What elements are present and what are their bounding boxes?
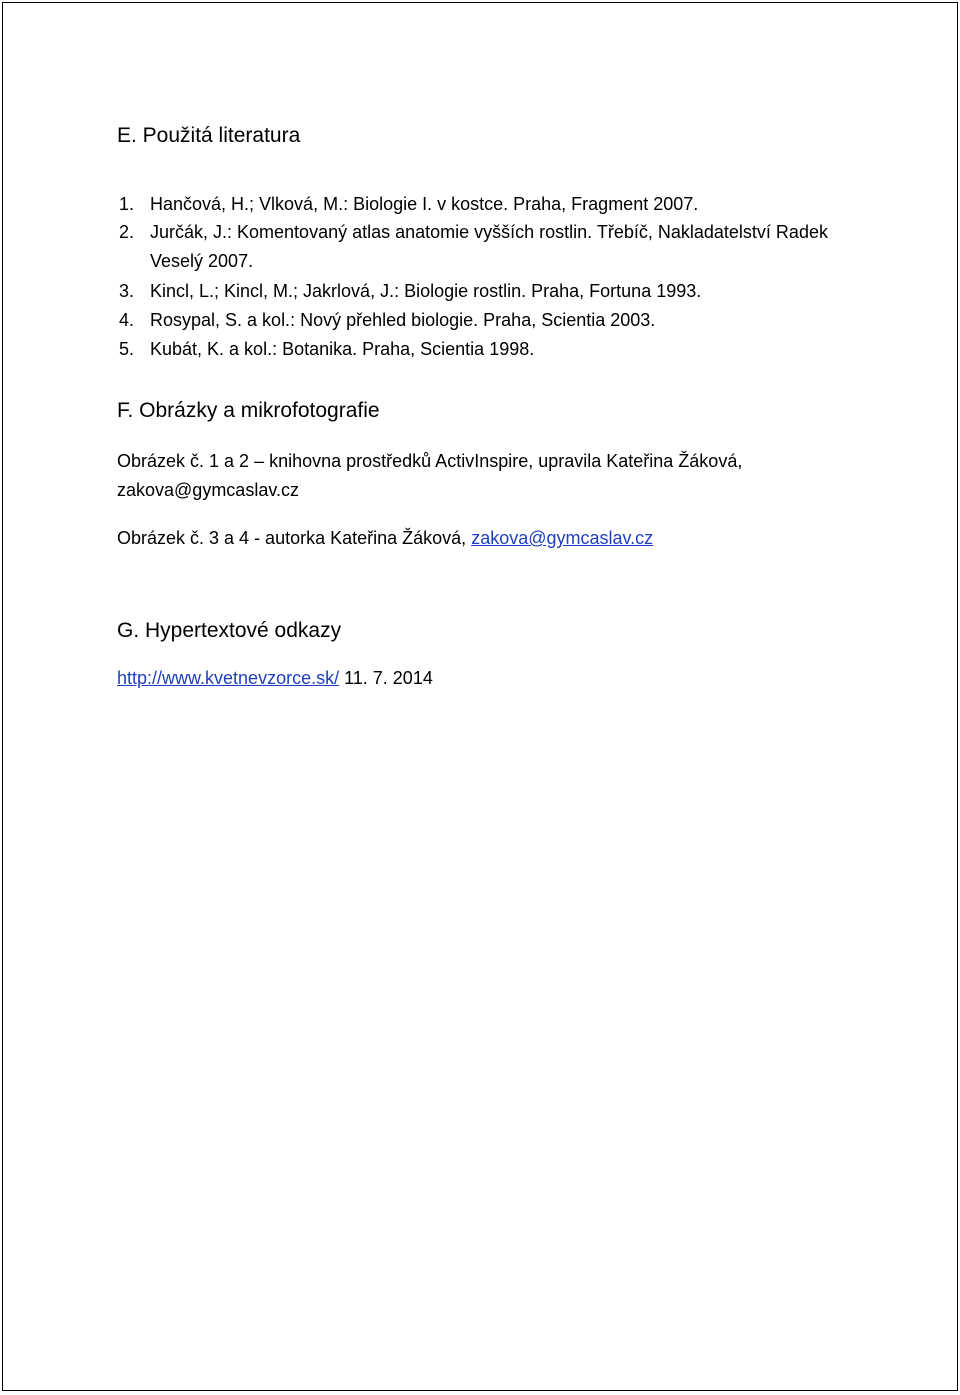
hyperlink-line — [117, 666, 433, 690]
list-item-text: Kubát, K. a kol.: Botanika. Praha, Scientia 1998. — [150, 339, 535, 359]
access-date: 11. 7. 2014 — [339, 668, 433, 688]
list-item-number: 1. — [119, 194, 135, 214]
list-item-number: 4. — [119, 310, 135, 330]
list-item-number: 3. — [119, 281, 135, 301]
section-g-heading: G. Hypertextové odkazy — [117, 619, 342, 642]
section-e-heading: E. Použitá literatura — [117, 124, 301, 147]
section-f-heading: F. Obrázky a mikrofotografie — [117, 399, 380, 422]
image-credit-email: zakova@gymcaslav.cz — [117, 480, 299, 500]
image-credit-line-2 — [117, 526, 653, 550]
web-link[interactable]: http://www.kvetnevzorce.sk/ — [117, 668, 340, 688]
email-link[interactable]: zakova@gymcaslav.cz — [471, 528, 654, 548]
list-item-text: Kincl, L.; Kincl, M.; Jakrlová, J.: Biologie rostlin. Praha, Fortuna 1993. — [150, 281, 702, 301]
list-item-text: Rosypal, S. a kol.: Nový přehled biologie. Praha, Scientia 2003. — [150, 310, 656, 330]
list-item-text-continued: Veselý 2007. — [150, 251, 254, 271]
image-credit-text: Obrázek č. 3 a 4 - autorka Kateřina Žáková, — [117, 528, 472, 548]
list-item-text: Hančová, H.; Vlková, M.: Biologie I. v kostce. Praha, Fragment 2007. — [150, 194, 699, 214]
list-item-text: Jurčák, J.: Komentovaný atlas anatomie vyšších rostlin. Třebíč, Nakladatelství Radek — [150, 222, 828, 242]
list-item-number: 5. — [119, 339, 135, 359]
image-credit-line: Obrázek č. 1 a 2 – knihovna prostředků ActivInspire, upravila Kateřina Žáková, — [117, 451, 743, 471]
list-item-number: 2. — [119, 222, 135, 242]
document-page — [2, 2, 958, 1391]
